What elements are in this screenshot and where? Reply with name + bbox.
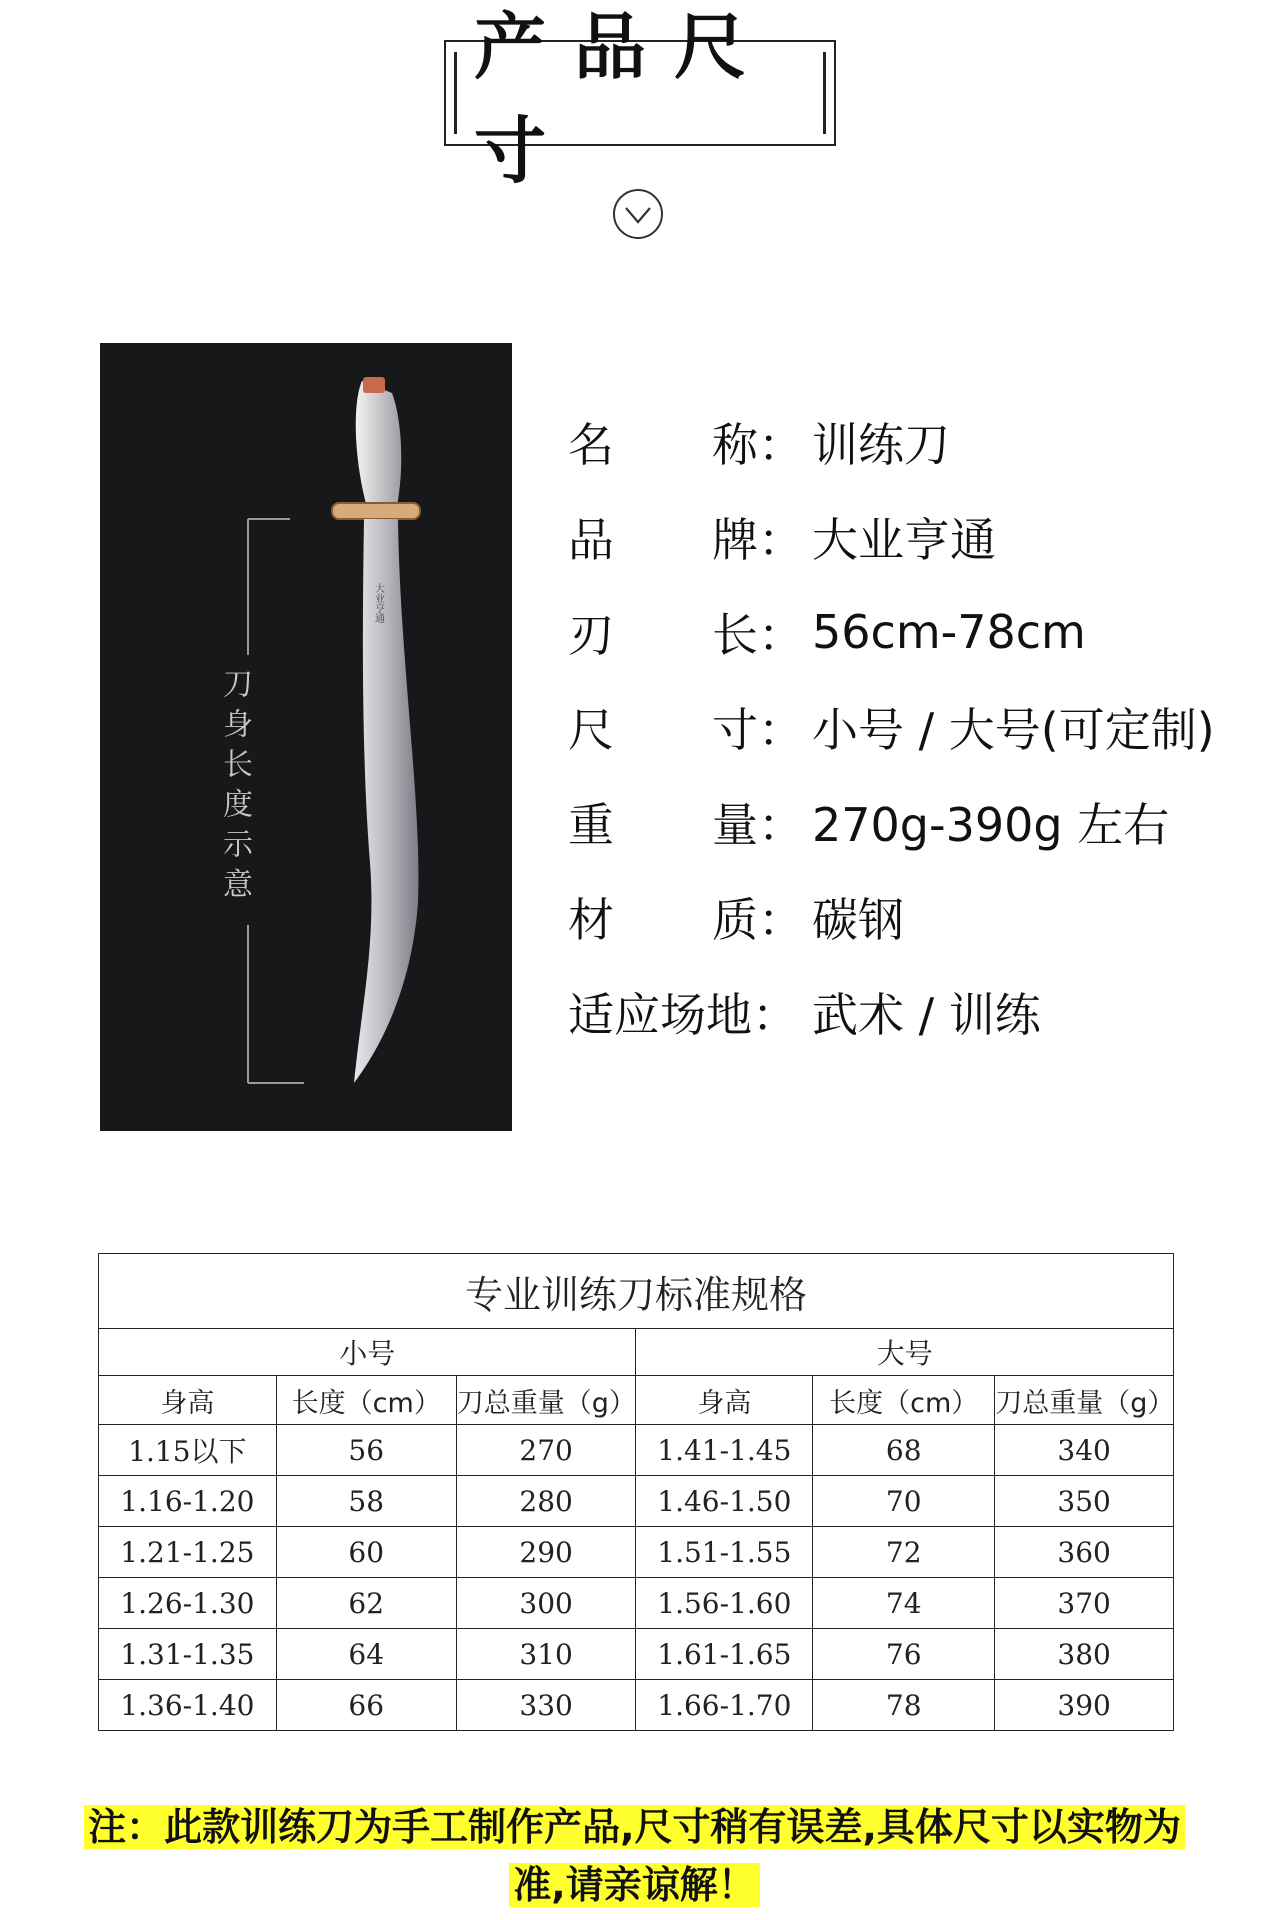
chevron-down-circle-icon — [612, 188, 664, 240]
column-header: 长度（cm） — [276, 1376, 456, 1425]
table-cell: 1.66-1.70 — [636, 1680, 813, 1731]
table-cell: 350 — [995, 1476, 1174, 1527]
table-cell: 280 — [456, 1476, 636, 1527]
column-header: 长度（cm） — [813, 1376, 995, 1425]
spec-row — [568, 790, 1169, 854]
note-line-2: 准,请亲谅解！ — [0, 1854, 1269, 1909]
table-cell: 60 — [276, 1527, 456, 1578]
table-cell: 370 — [995, 1578, 1174, 1629]
table-cell: 360 — [995, 1527, 1174, 1578]
spec-value: 武术 / 训练 — [812, 988, 1041, 1042]
column-header-row — [99, 1376, 1174, 1425]
table-cell: 64 — [276, 1629, 456, 1680]
table-cell: 1.61-1.65 — [636, 1629, 813, 1680]
table-row — [99, 1680, 1174, 1731]
page-title: 产品尺寸 — [474, 4, 775, 193]
spec-row — [568, 885, 904, 949]
spec-table — [98, 1253, 1174, 1731]
spec-value: 大业亨通 — [812, 513, 996, 567]
group-header-small: 小号 — [99, 1329, 636, 1376]
table-cell: 390 — [995, 1680, 1174, 1731]
table-row — [99, 1578, 1174, 1629]
table-cell: 76 — [813, 1629, 995, 1680]
table-cell: 1.56-1.60 — [636, 1578, 813, 1629]
column-header: 身高 — [636, 1376, 813, 1425]
table-cell: 1.15以下 — [99, 1425, 277, 1476]
table-cell: 72 — [813, 1527, 995, 1578]
table-cell: 300 — [456, 1578, 636, 1629]
column-header: 刀总重量（g） — [995, 1376, 1174, 1425]
spec-label: 材 质： — [568, 893, 804, 947]
table-cell: 58 — [276, 1476, 456, 1527]
spec-label: 刃 长： — [568, 608, 804, 662]
table-cell: 1.51-1.55 — [636, 1527, 813, 1578]
table-cell: 1.21-1.25 — [99, 1527, 277, 1578]
page-title-box — [444, 4, 836, 193]
table-row — [99, 1425, 1174, 1476]
table-cell: 1.31-1.35 — [99, 1629, 277, 1680]
table-cell: 290 — [456, 1527, 636, 1578]
spec-row — [568, 695, 1215, 759]
product-photo — [100, 343, 512, 1131]
table-cell: 74 — [813, 1578, 995, 1629]
table-cell: 62 — [276, 1578, 456, 1629]
spec-row — [568, 980, 1041, 1044]
spec-value: 56cm-78cm — [812, 605, 1086, 659]
table-cell: 270 — [456, 1425, 636, 1476]
table-cell: 1.26-1.30 — [99, 1578, 277, 1629]
table-cell: 1.41-1.45 — [636, 1425, 813, 1476]
spec-row — [568, 600, 1086, 664]
table-cell: 66 — [276, 1680, 456, 1731]
spec-label: 适应场地： — [568, 988, 798, 1042]
table-cell: 310 — [456, 1629, 636, 1680]
table-cell: 1.16-1.20 — [99, 1476, 277, 1527]
table-cell: 1.46-1.50 — [636, 1476, 813, 1527]
table-cell: 340 — [995, 1425, 1174, 1476]
spec-label: 名 称： — [568, 418, 804, 472]
group-header-large: 大号 — [636, 1329, 1174, 1376]
length-caption: 刀身长度示意 — [217, 668, 252, 908]
spec-row — [568, 410, 950, 474]
table-cell: 56 — [276, 1425, 456, 1476]
spec-value: 小号 / 大号(可定制) — [812, 703, 1215, 757]
spec-label: 品 牌： — [568, 513, 804, 567]
table-cell: 330 — [456, 1680, 636, 1731]
table-cell: 1.36-1.40 — [99, 1680, 277, 1731]
note-line-1: 注：此款训练刀为手工制作产品,尺寸稍有误差,具体尺寸以实物为 — [0, 1796, 1269, 1851]
table-title: 专业训练刀标准规格 — [99, 1254, 1174, 1329]
column-header: 刀总重量（g） — [456, 1376, 636, 1425]
spec-row — [568, 505, 996, 569]
table-row — [99, 1527, 1174, 1578]
sword-image — [100, 343, 512, 1131]
table-cell: 380 — [995, 1629, 1174, 1680]
spec-value: 训练刀 — [812, 418, 950, 472]
spec-value: 270g-390g 左右 — [812, 798, 1170, 852]
table-cell: 68 — [813, 1425, 995, 1476]
spec-value: 碳钢 — [812, 893, 904, 947]
spec-label: 重 量： — [568, 798, 804, 852]
spec-label: 尺 寸： — [568, 703, 804, 757]
table-cell: 78 — [813, 1680, 995, 1731]
column-header: 身高 — [99, 1376, 277, 1425]
table-row — [99, 1476, 1174, 1527]
table-cell: 70 — [813, 1476, 995, 1527]
svg-text:大业亨通: 大业亨通 — [372, 583, 384, 623]
table-row — [99, 1629, 1174, 1680]
